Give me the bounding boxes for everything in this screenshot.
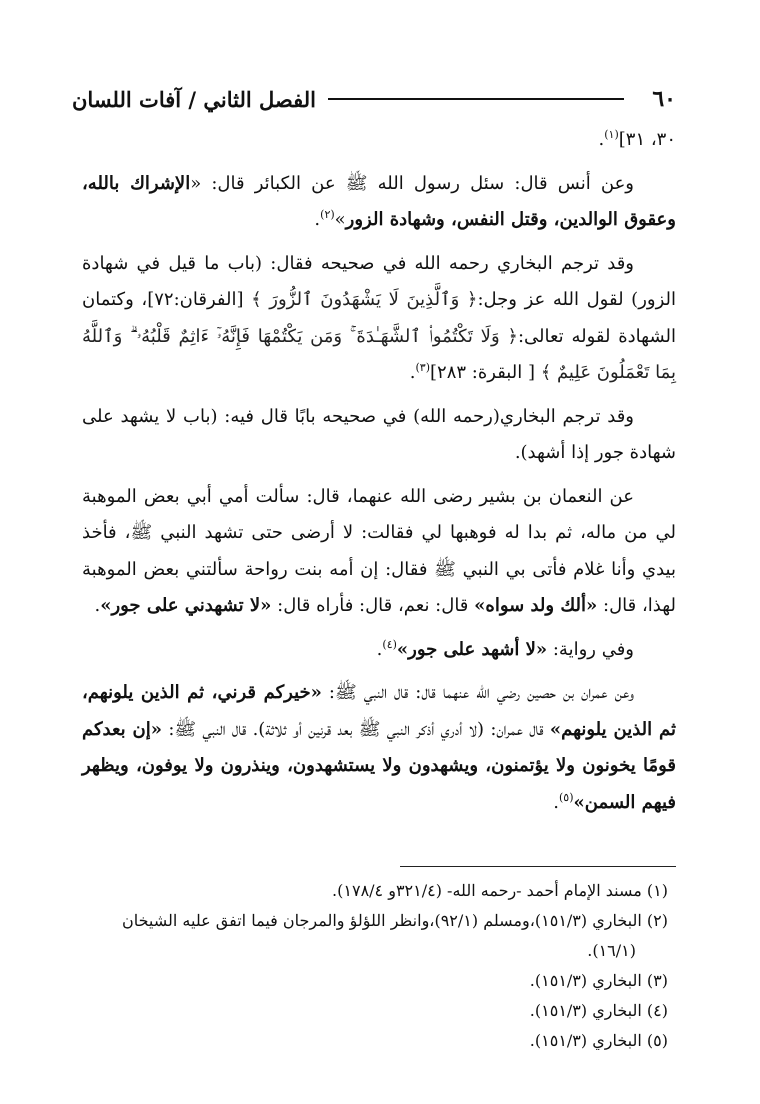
chapter-title: الفصل الثاني / آفات اللسان: [72, 86, 316, 112]
footnote-ref-1[interactable]: (١): [604, 128, 619, 141]
text-segment: وفي رواية:: [547, 638, 634, 660]
page-header: [72, 84, 676, 114]
footnote-2: (٢) البخاري (١٥١/٣)،ومسلم (٩٢/١)،وانظر اللؤلؤ والمرجان فيما اتفق عليه الشيخان: [121, 911, 668, 930]
hadith-quote: «لا أشهد على جور»: [396, 638, 548, 660]
quran-verse-furqan: ﴿ وَٱلَّذِينَ لَا يَشْهَدُونَ ٱلزُّورَ ﴾: [251, 289, 478, 310]
hadith-quote: «ألك ولد سواه»: [474, 595, 598, 616]
text-segment: وقد ترجم البخاري رحمه الله في صحيحه فقال: (باب ما قيل في شهادة الزور) لقول الله عز وجل:: [82, 252, 676, 310]
text-segment: .: [409, 362, 416, 383]
paragraph-imran-hadith: [82, 675, 676, 821]
body-text: [82, 122, 676, 828]
text-segment: .: [553, 791, 559, 813]
text-segment: قال عمران: (لا أدري أذكر النبي ﷺ بعد قرنين أو ثلاثة). قال النبي ﷺ:: [162, 718, 550, 740]
paragraph-anas-hadith: [82, 166, 676, 239]
text-segment: .: [314, 209, 321, 230]
footnote-ref-4[interactable]: (٤): [382, 637, 397, 651]
footnote-ref-5[interactable]: (٥): [559, 790, 574, 804]
text-segment: [الفرقان:٧٢]، وكتمان الشهادة لقوله تعالى:: [82, 289, 676, 347]
paragraph-continuation: ٣٠، ٣١]$^{(١)}$.: [598, 128, 676, 150]
paragraph-numan-hadith: [82, 479, 676, 625]
text-segment: عن النعمان بن بشير رضى الله عنهما، قال: سألت أمي أبي بعض الموهبة لي من ماله، ثم بدا له فوهبها لي فقالت: لا أرضى حتى تشهد النبي ﷺ، فأخذ بيدي وأنا غلام فأتى بي النبي ﷺ فقال: إن أمه بنت رواحة سألتني بعض الموهبة لهذا، قال:: [82, 485, 676, 616]
footnote-1: (١) مسند الإمام أحمد -رحمه الله- (٣٢١/٤و ١٧٨/٤).: [332, 881, 668, 900]
quran-verse-baqarah: ﴿ وَلَا تَكْتُمُوا۟ ٱلشَّهَـٰدَةَ ۚ وَمَن يَكْتُمْهَا فَإِنَّهُۥٓ ءَاثِمٌ قَلْبُهُۥ ۗ وَٱللَّهُ بِمَا تَعْمَلُونَ عَلِيمٌ ﴾: [82, 325, 676, 383]
text-segment: وقد ترجم البخاري(رحمه الله) في صحيحه بابًا قال فيه: (باب لا يشهد على شهادة جور إذا أشهد).: [82, 405, 676, 463]
footnotes: [82, 876, 676, 1056]
footnote-ref-2[interactable]: (٢): [320, 208, 335, 221]
footnote-4: (٤) البخاري (١٥١/٣).: [529, 1001, 668, 1020]
text-segment: »: [334, 209, 346, 230]
hadith-quote: «لا تشهدني على جور»: [100, 595, 272, 616]
hadith-quote: الإشراك بالله، وعقوق الوالدين، وقتل النفس، وشهادة الزور: [82, 172, 676, 230]
header-rule: [328, 98, 624, 100]
hadith-quote: «خيركم قرني، ثم الذين يلونهم، ثم الذين يلونهم»: [82, 682, 676, 740]
text-segment: قال: نعم، قال: فأراه قال:: [271, 595, 475, 616]
paragraph-bukhari-bab: [82, 399, 676, 472]
text-segment: وعن عمران بن حصين رضي الله عنهما قال: قال النبي ﷺ:: [321, 682, 635, 703]
hadith-quote: «إن بعدكم قومًا يخونون ولا يؤتمنون، ويشهدون ولا يستشهدون، وينذرون ولا يوفون، ويظهر فيهم السمن»: [82, 718, 676, 813]
footnote-3: (٣) البخاري (١٥١/٣).: [529, 971, 668, 990]
text-segment: .: [94, 595, 101, 616]
verse-reference: ٣٠، ٣١]: [618, 129, 676, 150]
paragraph-riwaya: [82, 632, 676, 669]
footnote-ref-3[interactable]: (٣): [415, 361, 430, 374]
text-segment: .: [376, 638, 383, 660]
footnote-5: (٥) البخاري (١٥١/٣).: [529, 1031, 668, 1050]
page-number: ٦٠: [652, 86, 676, 112]
text-segment: وعن أنس قال: سئل رسول الله ﷺ عن الكبائر قال: «: [190, 172, 634, 194]
footnote-2-continuation: (١٦/١).: [587, 941, 636, 960]
footnote-separator: [400, 866, 676, 867]
paragraph-bukhari-chapter: [82, 246, 676, 392]
text-segment: [ البقرة: ٢٨٣]: [430, 362, 541, 383]
